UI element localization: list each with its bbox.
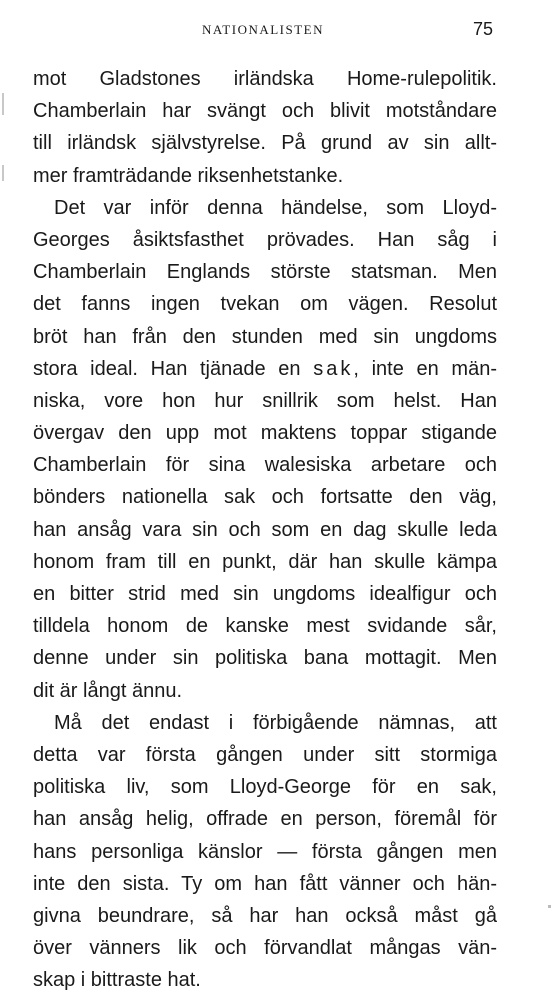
body-text <box>33 63 497 996</box>
text-line: övergav den upp mot maktens toppar stigande <box>33 422 497 445</box>
text-span: stora ideal. Han tjänade en <box>33 357 301 380</box>
text-line: till irländsk självstyrelse. På grund av sin allt- <box>33 132 497 155</box>
margin-mark <box>2 93 4 115</box>
text-line: niska, vore hon hur snillrik som helst. Han <box>33 389 497 412</box>
paragraph-start-line: Må det endast i förbigående nämnas, att <box>54 711 497 734</box>
text-line: Chamberlain Englands störste statsman. Men <box>33 261 497 284</box>
text-line: bönders nationella sak och fortsatte den väg, <box>33 486 497 509</box>
text-line: bröt han från den stunden med sin ungdoms <box>33 325 497 348</box>
text-line: han ansåg vara sin och som en dag skulle leda <box>33 518 497 541</box>
text-line: detta var första gången under sitt stormiga <box>33 743 497 766</box>
page-speck <box>548 905 551 908</box>
emphasized-word: sak <box>313 357 354 380</box>
running-title: NATIONALISTEN <box>201 22 325 37</box>
text-line: hans personliga känslor — första gången men <box>33 840 497 863</box>
text-line <box>33 353 497 385</box>
text-span: , inte en män- <box>353 357 497 380</box>
text-line: dit är långt ännu. <box>33 679 182 702</box>
text-line: denne under sin politiska bana mottagit. Men <box>33 647 497 670</box>
text-line: Chamberlain för sina walesiska arbetare och <box>33 454 497 477</box>
text-line: inte den sista. Ty om han fått vänner och hän- <box>33 872 497 895</box>
text-line: han ansåg helig, offrade en person, föremål för <box>33 808 497 831</box>
text-line: över vänners lik och förvandlat mångas vän- <box>33 937 497 960</box>
text-line: politiska liv, som Lloyd-George för en sak, <box>33 776 497 799</box>
text-line: skap i bittraste hat. <box>33 969 201 992</box>
text-line: mer framträdande riksenhetstanke. <box>33 164 344 187</box>
paragraph-start-line: Det var inför denna händelse, som Lloyd- <box>54 196 497 219</box>
text-line: Georges åsiktsfasthet prövades. Han såg i <box>33 228 497 251</box>
text-line: honom fram till en punkt, där han skulle kämpa <box>33 550 497 573</box>
page-number: 75 <box>472 19 493 39</box>
text-line: givna beundrare, så har han också måst gå <box>33 904 497 927</box>
running-head <box>33 19 493 46</box>
text-line: det fanns ingen tvekan om vägen. Resolut <box>33 293 497 316</box>
text-line: Chamberlain har svängt och blivit motståndare <box>33 100 497 123</box>
text-line: mot Gladstones irländska Home-rulepolitik. <box>33 68 497 90</box>
text-line: tilldela honom de kanske mest svidande sår, <box>33 615 497 638</box>
margin-mark <box>2 165 4 181</box>
text-line: en bitter strid med sin ungdoms idealfigur och <box>33 583 497 605</box>
